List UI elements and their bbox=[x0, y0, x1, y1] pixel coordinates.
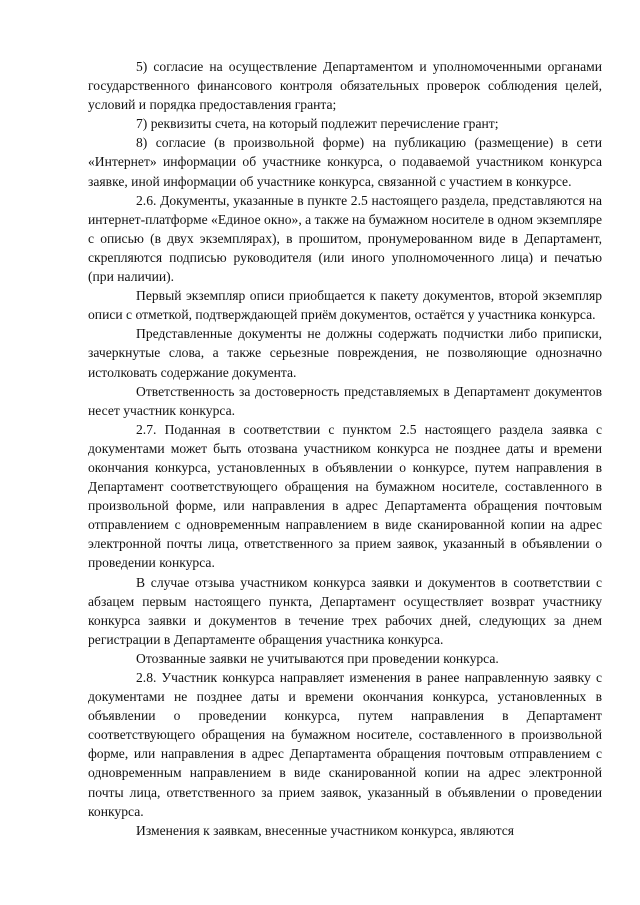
paragraph-inventory-copies: Первый экземпляр описи приобщается к пакету документов, второй экземпляр описи с отметкой, подтверждающей приём документов, остаётся у участника конкурса. bbox=[88, 288, 602, 323]
paragraph-withdrawn-applications: Отозванные заявки не учитываются при проведении конкурса. bbox=[136, 650, 499, 666]
paragraph-consent-inspections: 5) согласие на осуществление Департаментом и уполномоченными органами государственного финансового контроля обязательных проверок соблюдения целей, условий и порядка предоставления гранта; bbox=[88, 59, 602, 113]
paragraph-clause-2-7: 2.7. Поданная в соответствии с пунктом 2.5 настоящего раздела заявка с документами может быть отозвана участником конкурса не позднее даты и времени окончания конкурса, установленных в объявлении о конкурсе, путем направления в Департамент соответствующего обращения на бумажном носителе, составленного в произвольной форме, или направления в адрес Департамента обращения почтовым отправлением с одновременным направлением в виде сканированной копии на адрес электронной почты лица, ответственного за прием заявок, указанный в объявлении о проведении конкурса. bbox=[88, 421, 602, 571]
paragraph-responsibility: Ответственность за достоверность представляемых в Департамент документов несет участник конкурса. bbox=[88, 383, 602, 418]
paragraph-clause-2-8: 2.8. Участник конкурса направляет изменения в ранее направленную заявку с документами не позднее даты и времени окончания конкурса, установленных в объявлении о проведении конкурса, путем направления в Департамент соответствующего обращения на бумажном носителе, составленного в произвольной форме, или направления в адрес Департамента обращения почтовым отправлением с одновременным направлением в виде сканированной копии на адрес электронной почты лица, ответственного за прием заявок, указанный в объявлении о проведении конкурса. bbox=[88, 670, 602, 819]
paragraph-consent-publication: 8) согласие (в произвольной форме) на публикацию (размещение) в сети «Интернет» информации об участнике конкурса, о подаваемой участником конкурса заявке, иной информации об участнике конкурса, связанной с участием в конкурсе. bbox=[88, 135, 602, 189]
paragraph-clause-2-6: 2.6. Документы, указанные в пункте 2.5 настоящего раздела, представляются на интернет-платформе «Единое окно», а также на бумажном носителе в одном экземпляре с описью (в двух экземплярах), в прошитом, пронумерованном виде в Департамент, скрепляются подписью руководителя (или иного уполномоченного лица) и печатью (при наличии). bbox=[88, 192, 602, 285]
paragraph-withdrawal-return: В случае отзыва участником конкурса заявки и документов в соответствии с абзацем первым настоящего пункта, Департамент осуществляет возврат участнику конкурса заявки и документов в течение трех рабочих дней, следующих за днем регистрации в Департаменте обращения участника конкурса. bbox=[88, 574, 602, 647]
document-page bbox=[88, 57, 602, 840]
paragraph-document-integrity: Представленные документы не должны содержать подчистки либо приписки, зачеркнутые слова, а также серьезные повреждения, не позволяющие однозначно истолковать содержание документа. bbox=[88, 326, 602, 380]
paragraph-changes-to-applications: Изменения к заявкам, внесенные участником конкурса, являются bbox=[136, 822, 515, 838]
paragraph-account-details: 7) реквизиты счета, на который подлежит перечисление грант; bbox=[136, 116, 499, 132]
